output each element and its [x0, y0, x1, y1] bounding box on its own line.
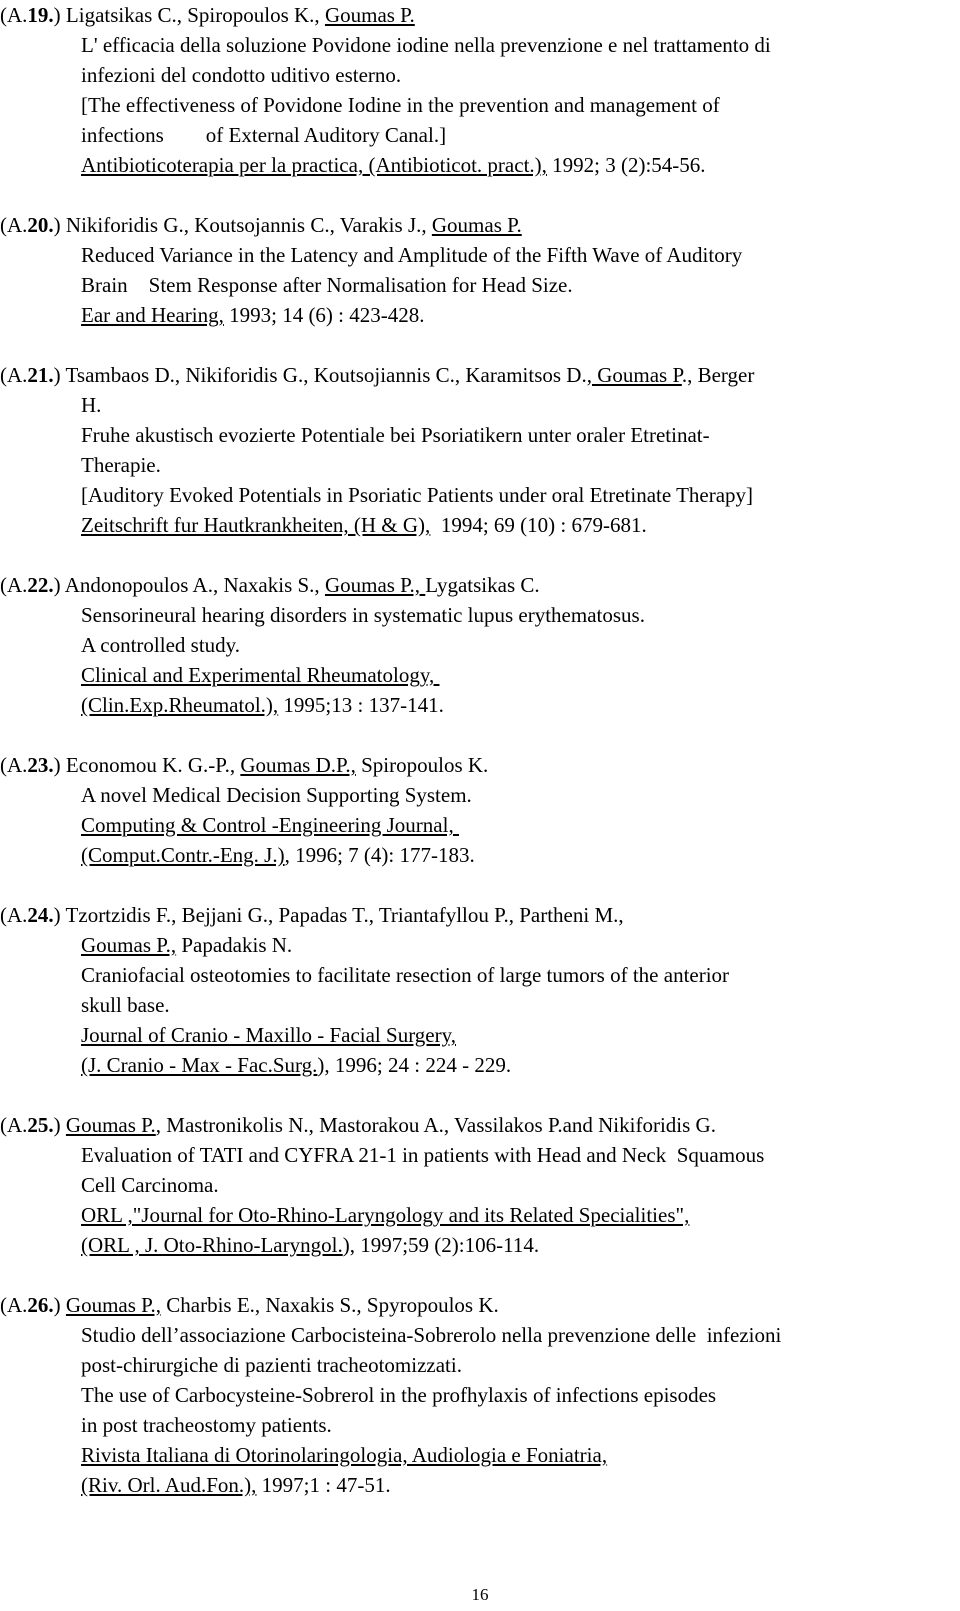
underlined-text: (Comput.Contr.-Eng. J.)	[81, 843, 285, 867]
underlined-text: Goumas P.,	[81, 933, 177, 957]
entry-line	[0, 1380, 960, 1410]
entry-number-prefix: (A.	[0, 903, 28, 927]
underlined-text: Goumas D.P.,	[240, 753, 356, 777]
entry-first-line	[0, 210, 960, 240]
entry-line	[0, 270, 960, 300]
text-segment: Cell Carcinoma.	[81, 1173, 219, 1197]
text-segment: Craniofacial osteotomies to facilitate resection of large tumors of the anterior	[81, 963, 730, 987]
entry-line	[0, 450, 960, 480]
text-segment: ), 1996; 24 : 224 - 229.	[317, 1053, 512, 1077]
text-segment: Brain Stem Response after Normalisation for Head Size.	[81, 273, 573, 297]
entry-number-prefix: (A.	[0, 753, 28, 777]
text-segment: 1994; 69 (10) : 679-681.	[430, 513, 647, 537]
entry-number: 22.	[27, 573, 54, 597]
entry-first-line	[0, 1110, 960, 1140]
text-segment: Reduced Variance in the Latency and Amplitude of the Fifth Wave of Auditory	[81, 243, 743, 267]
entry-line	[0, 1470, 960, 1500]
underlined-text: Computing & Control -Engineering Journal,	[81, 813, 459, 837]
text-segment: Tsambaos D., Nikiforidis G., Koutsojiannis C., Karamitsos D.,	[60, 363, 592, 387]
underlined-text: Rivista Italiana di Otorinolaringologia, Audiologia e Foniatria,	[81, 1443, 608, 1467]
underlined-text: Goumas P	[591, 363, 682, 387]
entry-line	[0, 1170, 960, 1200]
entry-line	[0, 810, 960, 840]
underlined-text: Clinical and Experimental Rheumatology,	[81, 663, 440, 687]
text-segment: Andonopoulos A., Naxakis S.,	[60, 573, 325, 597]
text-segment: , Mastronikolis N., Mastorakou A., Vassilakos P.and Nikiforidis G.	[155, 1113, 716, 1137]
entry-number: 26.	[27, 1293, 54, 1317]
entry-line	[0, 1320, 960, 1350]
entry-line	[0, 150, 960, 180]
publication-entry	[0, 210, 960, 330]
text-segment: Fruhe akustisch evozierte Potentiale bei Psoriatikern unter oraler Etretinat-	[81, 423, 710, 447]
entry-first-line	[0, 900, 960, 930]
text-segment: Tzortzidis F., Bejjani G., Papadas T., Triantafyllou P., Partheni M.,	[60, 903, 624, 927]
entry-first-line	[0, 360, 960, 390]
entry-line	[0, 120, 960, 150]
entry-number: 20.	[27, 213, 54, 237]
entry-line	[0, 1050, 960, 1080]
publication-entry	[0, 900, 960, 1080]
entry-first-line	[0, 750, 960, 780]
publication-entry	[0, 0, 960, 180]
text-segment: Nikiforidis G., Koutsojannis C., Varakis J.,	[60, 213, 432, 237]
text-segment: in post tracheostomy patients.	[81, 1413, 332, 1437]
underlined-text: [	[81, 93, 88, 117]
text-segment: 1997;1 : 47-51.	[256, 1473, 391, 1497]
underlined-text: Goumas P.	[431, 213, 522, 237]
entry-line	[0, 630, 960, 660]
text-segment: 1995;13 : 137-141.	[278, 693, 444, 717]
text-segment: ), 1997;59 (2):106-114.	[342, 1233, 540, 1257]
entry-number: 21.	[27, 363, 54, 387]
entry-number-suffix: )	[53, 363, 61, 387]
text-segment: Therapie.	[81, 453, 161, 477]
text-segment: 1993; 14 (6) : 423-428.	[223, 303, 425, 327]
text-segment: [Auditory Evoked Potentials in Psoriatic Patients under oral Etretinate Therapy]	[81, 483, 754, 507]
publication-entry	[0, 570, 960, 720]
entry-line	[0, 420, 960, 450]
underlined-text: Zeitschrift fur Hautkrankheiten, (H & G),	[81, 513, 431, 537]
text-segment: The effectiveness of Povidone Iodine in the prevention and management of	[88, 93, 720, 117]
text-segment: Evaluation of TATI and CYFRA 21-1 in patients with Head and Neck Squamous	[81, 1143, 765, 1167]
entry-line	[0, 960, 960, 990]
text-segment: Studio dell’associazione Carbocisteina-Sobrerolo nella prevenzione delle infezioni	[81, 1323, 782, 1347]
entry-line	[0, 600, 960, 630]
entry-number-prefix: (A.	[0, 213, 28, 237]
text-segment: infections of External Auditory Canal.]	[81, 123, 447, 147]
text-segment: , 1996; 7 (4): 177-183.	[284, 843, 475, 867]
entry-line	[0, 480, 960, 510]
text-segment: infezioni del condotto uditivo esterno.	[81, 63, 402, 87]
entry-line	[0, 930, 960, 960]
entry-line	[0, 1020, 960, 1050]
entry-number-prefix: (A.	[0, 363, 28, 387]
publication-entry	[0, 1290, 960, 1500]
underlined-text: (ORL , J. Oto-Rhino-Laryngol.	[81, 1233, 343, 1257]
entry-line	[0, 300, 960, 330]
entry-number-suffix: )	[53, 573, 61, 597]
entry-number-prefix: (A.	[0, 1113, 28, 1137]
underlined-text: ORL ,"Journal for Oto-Rhino-Laryngology and its Related Specialities",	[81, 1203, 690, 1227]
underlined-text: Goumas P.,	[324, 573, 426, 597]
entry-line	[0, 510, 960, 540]
underlined-text: (Clin.Exp.Rheumatol.),	[81, 693, 279, 717]
publication-entry	[0, 750, 960, 870]
entry-first-line	[0, 0, 960, 30]
entry-line	[0, 1200, 960, 1230]
entry-line	[0, 1350, 960, 1380]
text-segment: A controlled study.	[81, 633, 241, 657]
publication-entry	[0, 360, 960, 540]
text-segment: Spiropoulos K.	[355, 753, 489, 777]
entry-number: 23.	[27, 753, 54, 777]
entry-line	[0, 1410, 960, 1440]
entry-number-suffix: )	[53, 213, 61, 237]
text-segment: 1992; 3 (2):54-56.	[546, 153, 706, 177]
entry-line	[0, 30, 960, 60]
entry-line	[0, 1140, 960, 1170]
underlined-text: Antibioticoterapia per la practica, (Antibioticot. pract.),	[81, 153, 547, 177]
publication-entry	[0, 1110, 960, 1260]
entry-line	[0, 840, 960, 870]
entry-number-suffix: )	[53, 3, 61, 27]
underlined-text: (J. Cranio - Max - Fac.Surg.	[81, 1053, 318, 1077]
text-segment: Papadakis N.	[176, 933, 293, 957]
underlined-text: (Riv. Orl. Aud.Fon.),	[81, 1473, 257, 1497]
text-segment: A novel Medical Decision Supporting System.	[81, 783, 472, 807]
entry-number-suffix: )	[53, 1113, 61, 1137]
underlined-text: Journal of Cranio - Maxillo - Facial Surgery,	[81, 1023, 457, 1047]
entry-number: 25.	[27, 1113, 54, 1137]
entry-first-line	[0, 570, 960, 600]
entry-first-line	[0, 1290, 960, 1320]
underlined-text: Ear and Hearing,	[81, 303, 224, 327]
entry-line	[0, 60, 960, 90]
entry-line	[0, 660, 960, 690]
entry-number-suffix: )	[53, 903, 61, 927]
entry-number-prefix: (A.	[0, 573, 28, 597]
entry-line	[0, 240, 960, 270]
text-segment: Sensorineural hearing disorders in systematic lupus erythematosus.	[81, 603, 645, 627]
entry-line	[0, 1440, 960, 1470]
text-segment: L' efficacia della soluzione Povidone iodine nella prevenzione e nel trattamento di	[81, 33, 771, 57]
text-segment: skull base.	[81, 993, 170, 1017]
entry-line	[0, 90, 960, 120]
entry-number-prefix: (A.	[0, 1293, 28, 1317]
page-number: 16	[471, 1585, 489, 1604]
entry-line	[0, 390, 960, 420]
entry-line	[0, 1230, 960, 1260]
text-segment: H.	[81, 393, 102, 417]
text-segment: Ligatsikas C., Spiropoulos K.,	[60, 3, 325, 27]
underlined-text: Goumas P.	[65, 1113, 156, 1137]
entry-number: 19.	[27, 3, 54, 27]
entry-line	[0, 780, 960, 810]
underlined-text: Goumas P.,	[65, 1293, 162, 1317]
text-segment: Economou K. G.-P.,	[60, 753, 241, 777]
entry-number-suffix: )	[53, 1293, 61, 1317]
entry-line	[0, 690, 960, 720]
entry-line	[0, 990, 960, 1020]
text-segment: Lygatsikas C.	[425, 573, 540, 597]
text-segment: The use of Carbocysteine-Sobrerol in the profhylaxis of infections episodes	[81, 1383, 717, 1407]
underlined-text: Goumas P.	[324, 3, 415, 27]
entry-number-prefix: (A.	[0, 3, 28, 27]
entry-number: 24.	[27, 903, 54, 927]
entry-number-suffix: )	[53, 753, 61, 777]
text-segment: ., Berger	[681, 363, 755, 387]
text-segment: Charbis E., Naxakis S., Spyropoulos K.	[161, 1293, 499, 1317]
text-segment: post-chirurgiche di pazienti tracheotomizzati.	[81, 1353, 462, 1377]
